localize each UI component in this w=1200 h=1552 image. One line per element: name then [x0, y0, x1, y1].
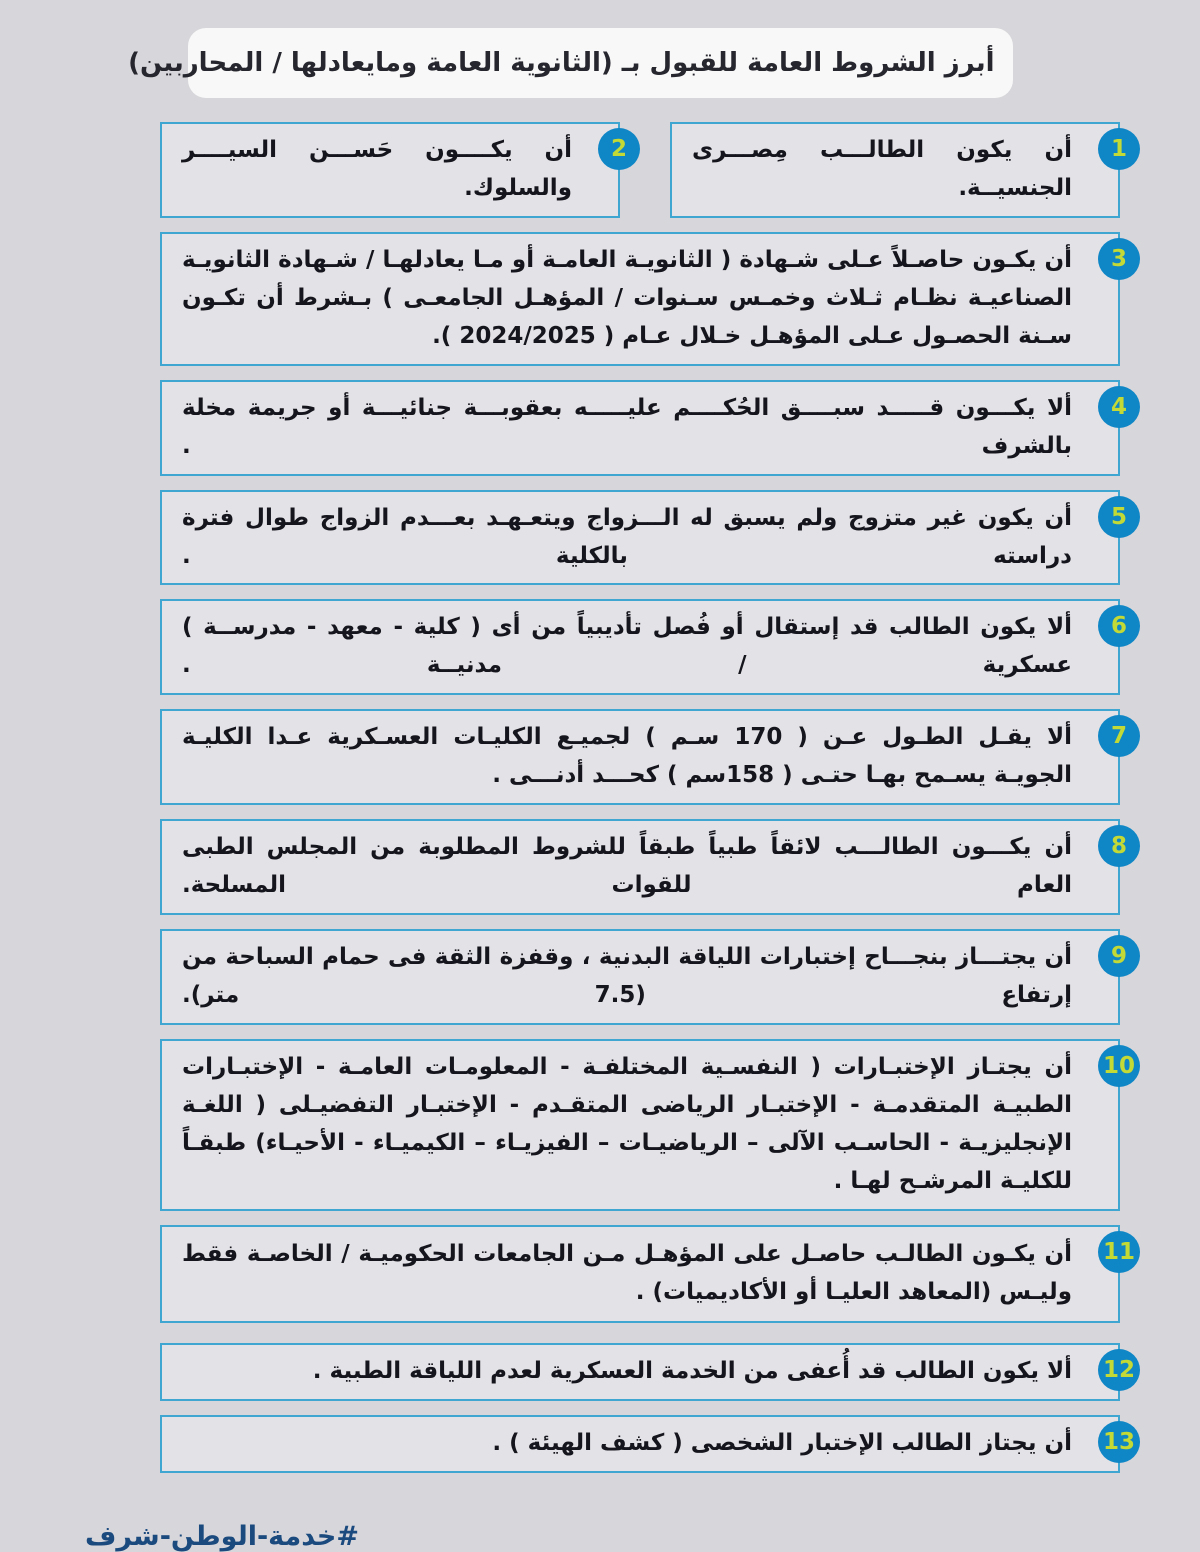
requirement-text: أن يكون غير متزوج ولم يسبق له الـــزواج ويتعـهـد بعـــدم الزواج طوال فترة دراسته بالكلية .	[182, 504, 1072, 569]
requirement-text: أن يجتـاز الإختبـارات ( النفسـية المختلفـة - المعلومـات العامـة - الإختبـارات الطبيـة المتقدمـة - الإختبـار الرياضى المتقـدم - الإختبـار التفضيـلى ( اللغـة الإنجليزيـة - الحاسـب الآلى – الرياضيـات – الفيزيـاء – الكيميـاء - الأحيـاء) طبقـاً للكليـة المرشـح لهـا .	[182, 1053, 1072, 1194]
hashtag-text: #خدمة-الوطن-شرف	[85, 1520, 359, 1552]
requirement-item-3	[160, 232, 1128, 366]
item-number-badge: 10	[1098, 1045, 1140, 1087]
requirement-text: أن يكون الطالـــب مِصـــرى الجنسيــة.	[692, 137, 1072, 201]
requirement-item-9	[160, 929, 1128, 1025]
requirement-item-12	[160, 1343, 1136, 1401]
requirement-item-8	[160, 819, 1128, 915]
requirement-text: ألا يكـــون قـــــد سبــــق الحُكــــم عليـــــه بعقوبـــة جنائيـــة أو جريمة مخلة بالشرف .	[182, 394, 1072, 459]
requirement-item-1	[670, 122, 1128, 218]
requirement-item-11	[160, 1225, 1136, 1323]
requirement-item-5	[160, 490, 1128, 586]
requirement-text: أن يكــــون حَســـن السيــــر والسلوك.	[182, 137, 572, 201]
requirement-text: ألا يكون الطالب قد إستقال أو فُصل تأديبياً من أى ( كلية - معهد - مدرســة ) عسكرية / مدنيــة .	[182, 614, 1072, 679]
item-number-badge: 7	[1098, 715, 1140, 757]
requirement-text: أن يجتاز الطالب الإختبار الشخصى ( كشف الهيئة ) .	[492, 1429, 1072, 1456]
item-number-badge: 5	[1098, 496, 1140, 538]
requirement-text: ألا يقـل الطـول عـن ( 170 سـم ) لجميـع الكليـات العسـكرية عـدا الكليـة الجويـة يسـمح بهـا حتـى ( 158سم ) كحـــد أدنـــى .	[182, 724, 1072, 789]
requirement-item-13	[160, 1415, 1136, 1473]
item-number-badge: 2	[598, 128, 640, 170]
requirement-item-10	[160, 1039, 1136, 1211]
requirement-text: أن يكـــون الطالـــب لائقاً طبياً طبقاً للشروط المطلوبة من المجلس الطبى العام للقوات المسلحة.	[182, 834, 1072, 899]
item-number-badge: 6	[1098, 605, 1140, 647]
item-number-badge: 13	[1098, 1421, 1140, 1463]
requirements-list	[160, 122, 1136, 1473]
requirement-text: أن يكـون حاصـلاً عـلى شـهادة ( الثانويـة العامـة أو مـا يعادلهـا / شـهادة الثانويـة الصناعيـة نظـام ثـلاث وخمـس سـنوات / المؤهـل الجامعـى ) بـشرط أن تكـون سـنة الحصـول عـلى المؤهـل خـلال عـام ( 2024/2025 ).	[182, 246, 1072, 349]
requirement-text: ألا يكون الطالب قد أُعفى من الخدمة العسكرية لعدم اللياقة الطبية .	[312, 1357, 1072, 1384]
item-number-badge: 1	[1098, 128, 1140, 170]
page-title: أبرز الشروط العامة للقبول بـ (الثانوية العامة ومايعادلها / المحاربين)	[188, 28, 1013, 98]
item-number-badge: 8	[1098, 825, 1140, 867]
item-number-badge: 12	[1098, 1349, 1140, 1391]
item-number-badge: 9	[1098, 935, 1140, 977]
requirement-text: أن يكـون الطالـب حاصـل على المؤهـل مـن الجامعات الحكوميـة / الخاصـة فقط وليـس (المعاهد العليـا أو الأكاديميات) .	[182, 1240, 1072, 1305]
item-number-badge: 3	[1098, 238, 1140, 280]
footer	[85, 1521, 1200, 1552]
requirement-item-4	[160, 380, 1128, 476]
item-number-badge: 4	[1098, 386, 1140, 428]
requirement-item-7	[160, 709, 1128, 805]
item-number-badge: 11	[1098, 1231, 1140, 1273]
requirements-row-1	[160, 122, 1128, 218]
requirement-text: أن يجتـــاز بنجـــاح إختبارات اللياقة البدنية ، وقفزة الثقة فى حمام السباحة من إرتفاع (7.5 متر).	[182, 944, 1072, 1008]
requirement-item-2	[160, 122, 628, 218]
requirement-item-6	[160, 599, 1128, 695]
